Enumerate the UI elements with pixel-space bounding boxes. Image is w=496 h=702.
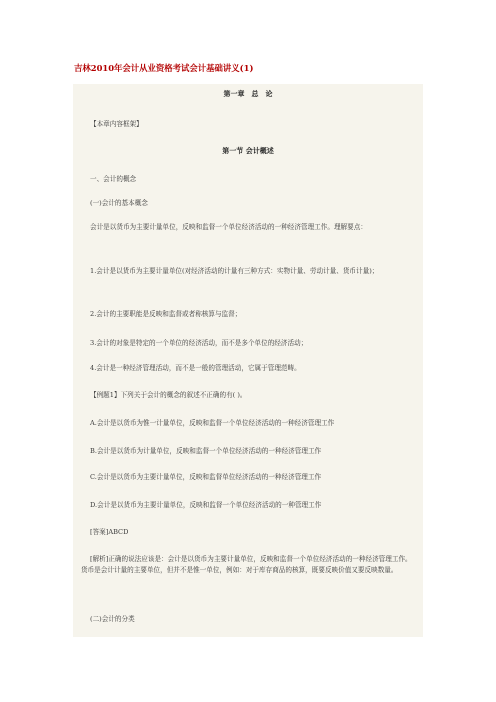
point-2: 2.会计的主要职能是反映和监督或者称核算与监督；: [90, 310, 242, 318]
option-c: C.会计是以货币为主要计量单位，反映和监督单位经济活动的一种经济管理工作: [90, 473, 322, 481]
chapter-title: 第一章 总 论: [223, 89, 273, 98]
framework-label: 【本章内容框架】: [90, 120, 143, 128]
answer: [答案]ABCD: [90, 528, 129, 536]
option-a: A.会计是以货币为惟一计量单位，反映和监督一个单位经济活动的一种经济管理工作: [90, 419, 335, 427]
option-d: D.会计是以货币为主要计量单位，反映和监督一个单位经济活动的一种管理工作: [90, 501, 322, 509]
example-question: 【例题1】下列关于会计的概念的叙述不正确的有( )。: [90, 391, 247, 399]
definition-paragraph: 会计是以货币为主要计量单位，反映和监督一个单位经济活动的一种经济管理工作。理解要点：: [90, 223, 367, 231]
heading-concept: 一、会计的概念: [90, 175, 137, 183]
option-b: B.会计是以货币为计量单位，反映和监督一个单位经济活动的一种经济管理工作: [90, 447, 322, 455]
point-1: 1.会计是以货币为主要计量单位(对经济活动的计量有三种方式：实物计量、劳动计量、货币计量)；: [90, 267, 379, 275]
content-panel: [73, 84, 423, 637]
section-title: 第一节 会计概述: [222, 146, 274, 155]
point-4: 4.会计是一种经济管理活动，而不是一般的管理活动，它属于管理范畴。: [90, 364, 301, 372]
document-title: 吉林2010年会计从业资格考试会计基础讲义(1): [74, 63, 254, 73]
analysis-paragraph: [解析]正确的说法应该是：会计是以货币为主要计量单位，反映和监督一个单位经济活动的一种经济管理工作。货币是会计计量的主要单位，但并不是惟一单位，例如：对于库存商品的核算，既要反映价值又要反映数量。: [81, 555, 412, 574]
heading-basic-concept: (一)会计的基本概念: [90, 199, 148, 207]
point-3: 3.会计的对象是特定的一个单位的经济活动，而不是多个单位的经济活动；: [90, 339, 308, 347]
heading-classification: (二)会计的分类: [90, 615, 135, 623]
